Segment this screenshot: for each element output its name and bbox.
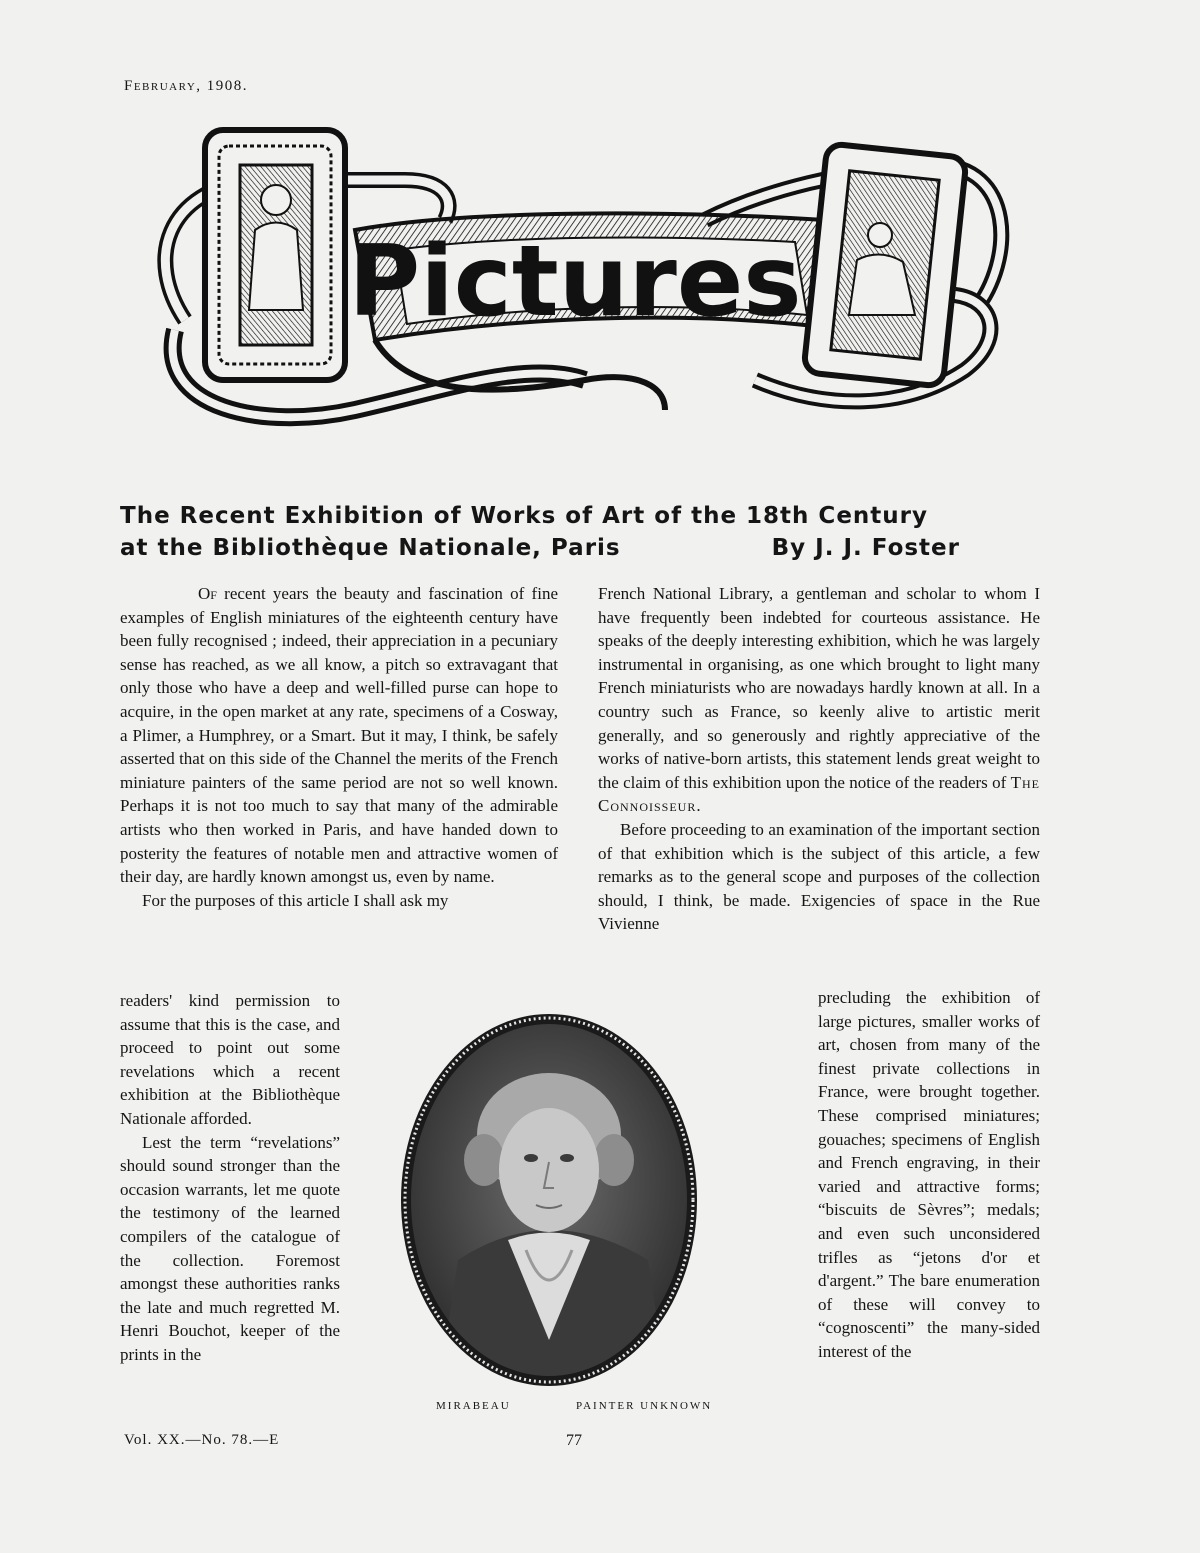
- left-paragraph-1: [120, 582, 558, 889]
- opening-word: Of: [198, 584, 217, 603]
- right-paragraph-1-text: French National Library, a gentleman and scholar to whom I have frequently been indebted for courteous assistance. He speaks of the deeply interesting exhibition, which he was largely instrumental in organising, as one which brought to light many French miniaturists who are nowadays hardly known at all. In a country such as France, so keenly alive to artistic merit generally, and so generously and rightly appreciative of the works of native-born artists, this statement lends great weight to the claim of this exhibition upon the notice of the readers of: [598, 584, 1040, 792]
- left-narrow-column: [120, 989, 340, 1367]
- volume-number: Vol. XX.—No. 78.—E: [124, 1432, 280, 1448]
- pictures-banner: [145, 110, 1015, 445]
- right-paragraph-1: [598, 582, 1040, 818]
- left-paragraph-3: Lest the term “revelations” should sound stronger than the occasion warrants, let me quote the testimony of the learned compilers of the catalogue of the collection. Foremost amongst these authorities ranks the late and much regretted M. Henri Bouchot, keeper of the prints in the: [120, 1132, 340, 1364]
- right-paragraph-2: Before proceeding to an examination of the important section of that exhibition which is the subject of this article, a few remarks as to the general scope and purposes of the collection should, I think, be made. Exigencies of space in the Rue Vivienne: [598, 819, 1040, 934]
- byline: By J. J. Foster: [771, 535, 960, 561]
- page-number: 77: [566, 1432, 582, 1449]
- right-column: [598, 582, 1040, 936]
- magazine-name: The Connoisseur.: [598, 772, 1040, 816]
- running-head: February, 1908.: [124, 78, 249, 94]
- left-paragraph-2-start: For the purposes of this article I shall ask my: [142, 890, 449, 910]
- left-paragraph-1-text: recent years the beauty and fascination of fine examples of English miniatures of the eighteenth century have been fully recognised ; indeed, their appreciation in a pecuniary sense has reached, as we all know, a pitch so extravagant that only those who have a deep and well-filled purse can hope to acquire, in the open market at any rate, specimens of a Cosway, a Plimer, a Humphrey, or a Smart. But it may, I think, be safely asserted that on this side of the Channel the merits of the French miniature painters of the same period are not so well known. Perhaps it is not too much to say that many of the admirable artists who then worked in Paris, and have handed down to posterity the features of notable men and attractive women of their day, are hardly known amongst us, even by name.: [120, 584, 558, 887]
- title-line-2: [120, 532, 960, 564]
- left-paragraph-2-continued: readers' kind permission to assume that this is the case, and proceed to point out some revelations which a recent exhibition at the Bibliothèque Nationale afforded.: [120, 991, 340, 1128]
- caption-artist: PAINTER UNKNOWN: [576, 1400, 713, 1412]
- right-paragraph-2-continued: precluding the exhibition of large pictures, smaller works of art, chosen from many of the finest private collections in France, were brought together. These comprised miniatures; gouaches; specimens of English and French engraving, in their varied and attractive forms; “biscuits de Sèvres”; medals; and even such unconsidered trifles as “jetons d'or et d'argent.” The bare enumeration of these will convey to “cognoscenti” the many-sided interest of the: [818, 988, 1040, 1361]
- right-narrow-column: [818, 986, 1040, 1364]
- article-title: [120, 500, 1000, 564]
- caption-subject: MIRABEAU: [436, 1400, 511, 1412]
- banner-title: Pictures: [348, 225, 802, 339]
- left-column: [120, 582, 558, 912]
- title-line-1: The Recent Exhibition of Works of Art of the 18th Century: [120, 503, 928, 529]
- title-line-2-text: at the Bibliothèque Nationale, Paris: [120, 535, 621, 561]
- mirabeau-portrait-miniature: [398, 1010, 700, 1390]
